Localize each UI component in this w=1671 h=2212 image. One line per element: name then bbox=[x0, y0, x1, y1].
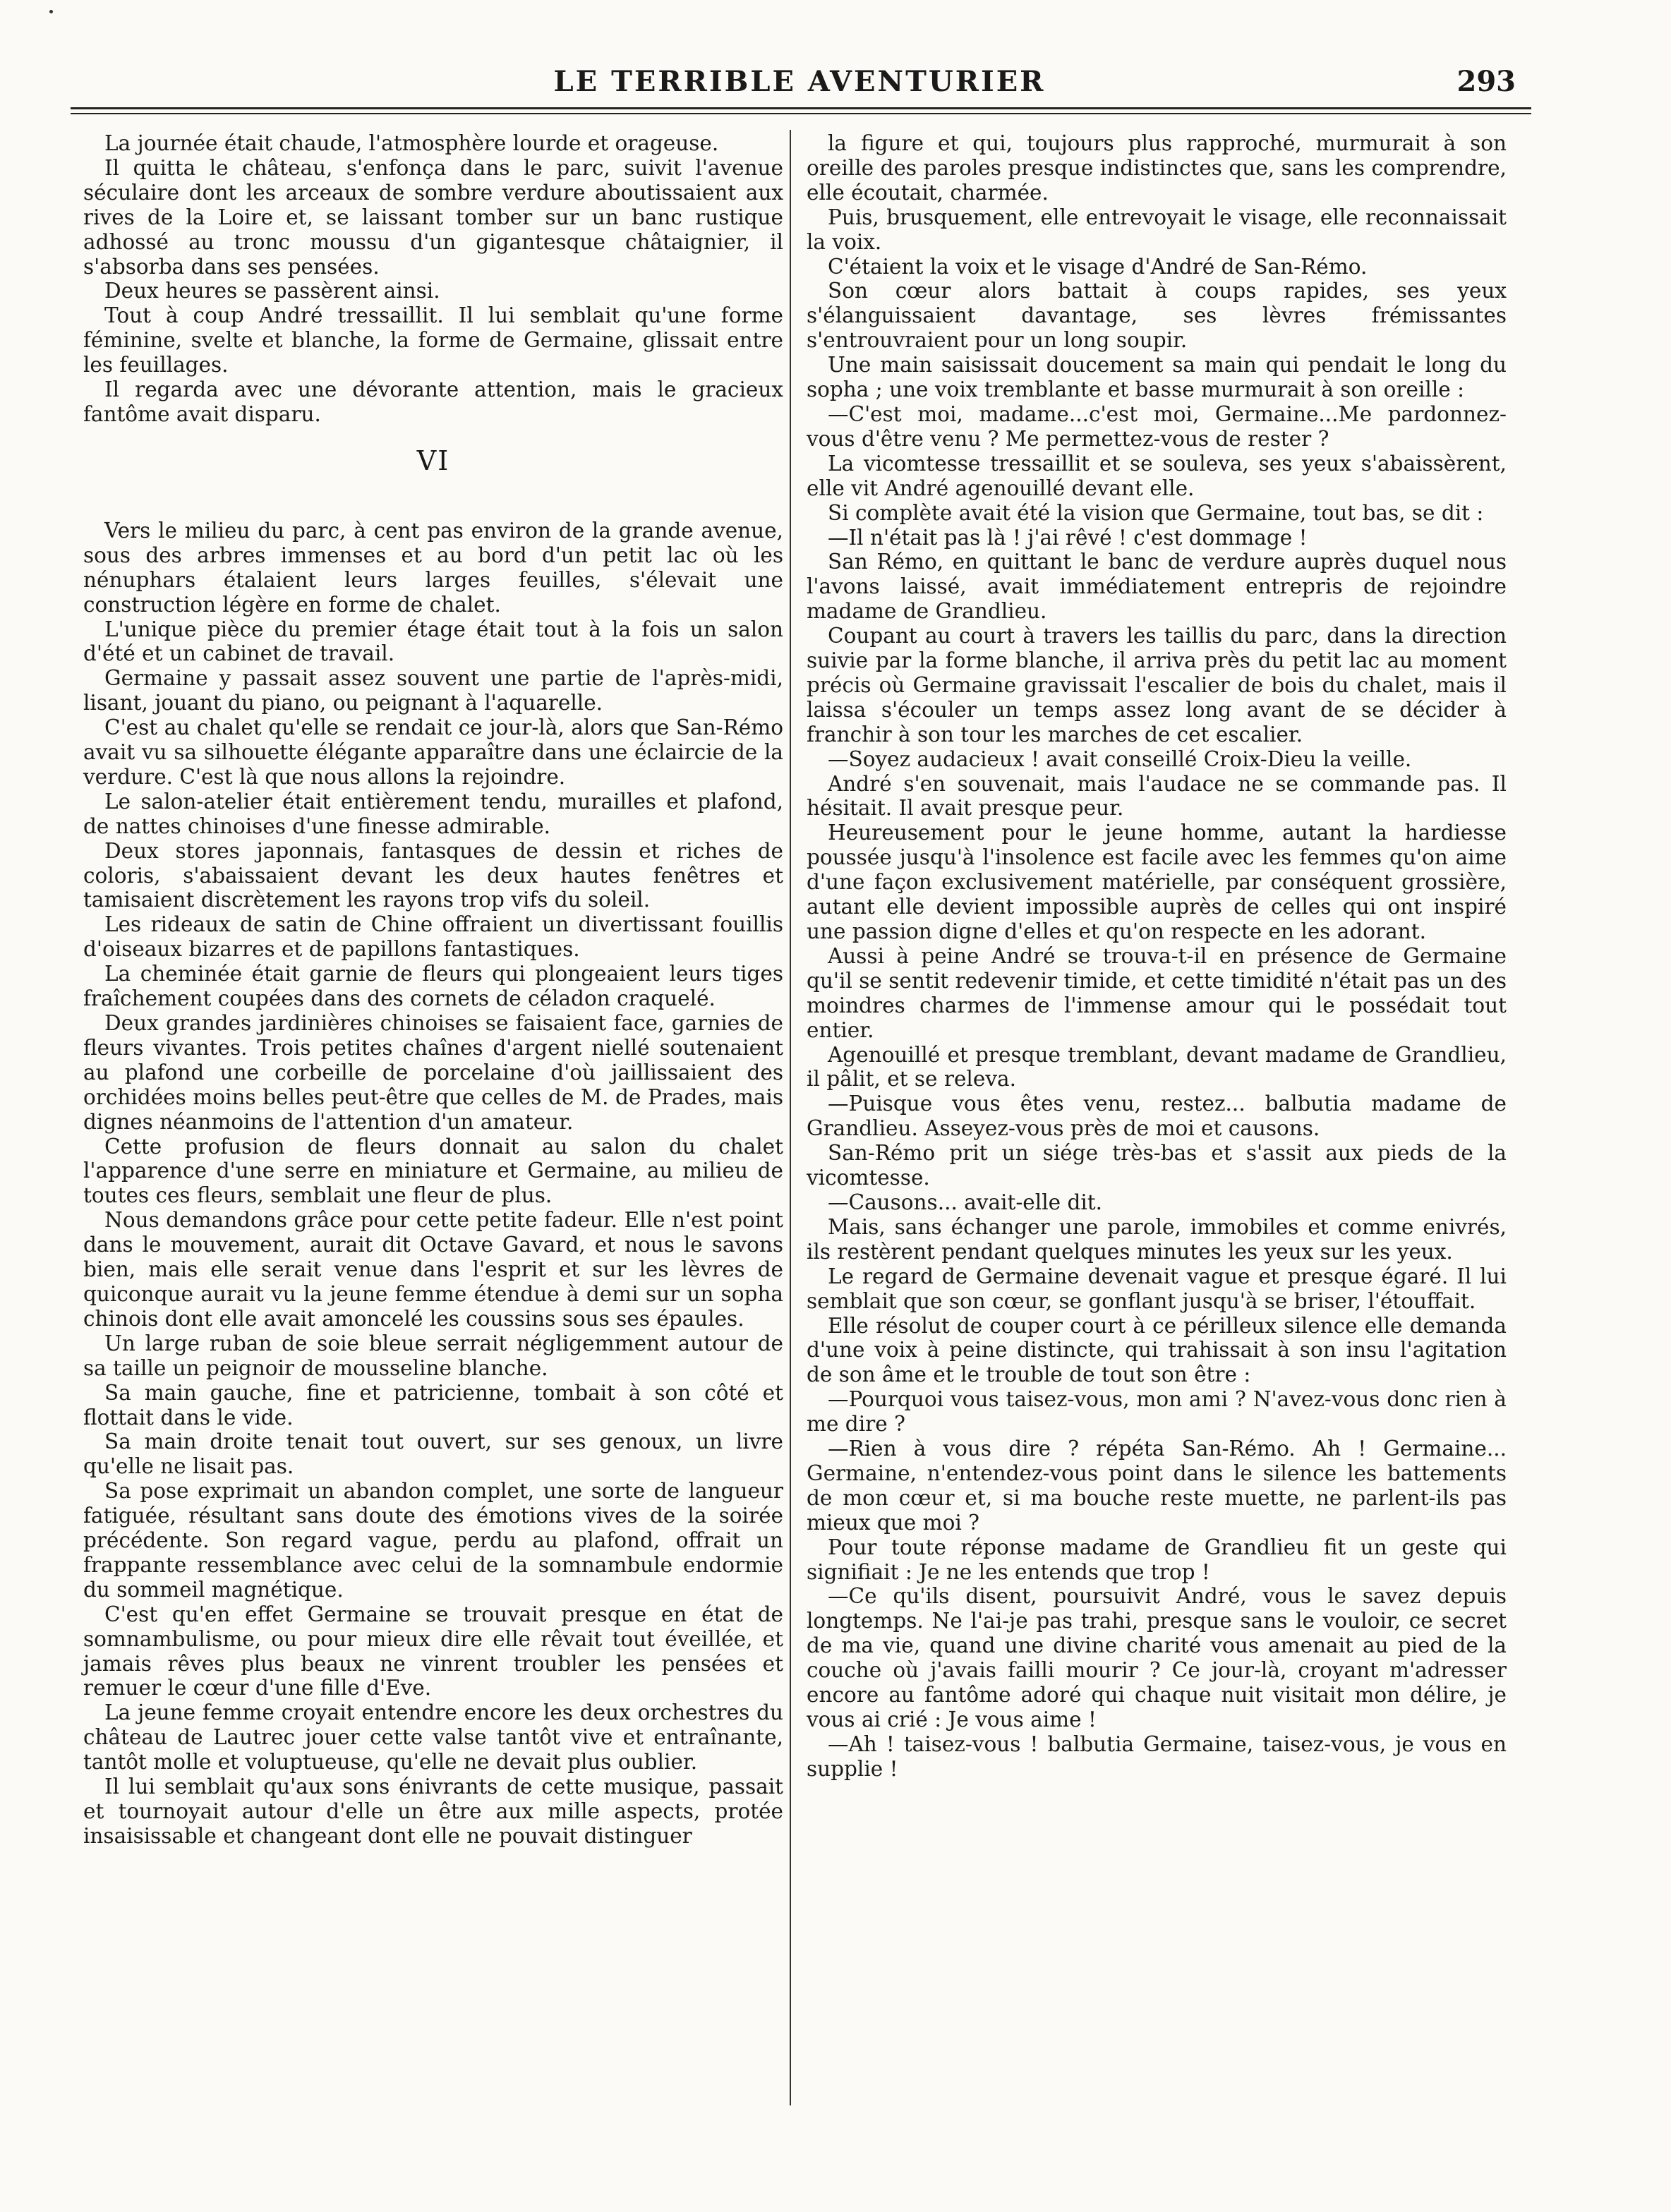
paragraph: Sa pose exprimait un abandon complet, une sorte de langueur fatiguée, résultant sans doute des émotions vives de la soirée précédente. Son regard vague, perdu au plafond, offrait un frappante ressemblance avec celui de la somnambule endormie du sommeil magnétique. bbox=[83, 1479, 783, 1602]
paragraph: —Ce qu'ils disent, poursuivit André, vous le savez depuis longtemps. Ne l'ai-je pas trahi, presque sans le vouloir, ce secret de ma vie, quand une divine charité vous amenait au pied de la couche où j'avais failli mourir ? Ce jour-là, croyant m'adresser encore au fantôme adoré qui chaque nuit visitait mon délire, je vous ai crié : Je vous aime ! bbox=[807, 1584, 1507, 1731]
paragraph: La vicomtesse tressaillit et se souleva, ses yeux s'abaissèrent, elle vit André agenouillé devant elle. bbox=[807, 451, 1507, 500]
paragraph: C'est qu'en effet Germaine se trouvait presque en état de somnambulisme, ou pour mieux dire elle rêvait tout éveillée, et jamais rêves plus beaux ne vinrent troubler les pensées et remuer le cœur d'une fille d'Eve. bbox=[83, 1602, 783, 1700]
paragraph: Une main saisissait doucement sa main qui pendait le long du sopha ; une voix tremblante et basse murmurait à son oreille : bbox=[807, 353, 1507, 402]
running-title: LE TERRIBLE AVENTURIER bbox=[553, 65, 1046, 98]
page-number: 293 bbox=[1456, 65, 1516, 98]
paragraph: —Rien à vous dire ? répéta San-Rémo. Ah ! Germaine... Germaine, n'entendez-vous point dans le silence les battements de mon cœur et, si ma bouche reste muette, ne parlent-ils pas mieux que moi ? bbox=[807, 1437, 1507, 1535]
paragraph: Deux heures se passèrent ainsi. bbox=[104, 279, 440, 303]
section-heading: VI bbox=[416, 445, 450, 476]
paragraph: —Soyez audacieux ! avait conseillé Croix-Dieu la veille. bbox=[828, 747, 1412, 771]
paragraph: —Puisque vous êtes venu, restez... balbutia madame de Grandlieu. Asseyez-vous près de moi et causons. bbox=[807, 1092, 1507, 1141]
paragraph: la figure et qui, toujours plus rapproché, murmurait à son oreille des paroles presque indistinctes que, sans les comprendre, elle écoutait, charmée. bbox=[807, 131, 1507, 205]
paragraph: San Rémo, en quittant le banc de verdure auprès duquel nous l'avons laissé, avait immédiatement entrepris de rejoindre madame de Grandlieu. bbox=[807, 550, 1507, 624]
paragraph: Pour toute réponse madame de Grandlieu fit un geste qui signifiait : Je ne les entends que trop ! bbox=[807, 1535, 1507, 1584]
paragraph: Agenouillé et presque tremblant, devant madame de Grandlieu, il pâlit, et se releva. bbox=[807, 1042, 1507, 1092]
paragraph: San-Rémo prit un siége très-bas et s'assit aux pieds de la vicomtesse. bbox=[807, 1141, 1507, 1190]
paragraph: —Ah ! taisez-vous ! balbutia Germaine, taisez-vous, je vous en supplie ! bbox=[807, 1731, 1507, 1781]
page-header bbox=[76, 61, 1523, 110]
paragraph: Son cœur alors battait à coups rapides, ses yeux s'élanguissaient davantage, ses lèvres frémissantes s'entrouvraient pour un long soupir. bbox=[807, 279, 1507, 353]
paragraph: Mais, sans échanger une parole, immobiles et comme enivrés, ils restèrent pendant quelques minutes les yeux sur les yeux. bbox=[807, 1214, 1507, 1264]
paragraph: Si complète avait été la vision que Germaine, tout bas, se dit : bbox=[828, 500, 1484, 525]
paragraph: Les rideaux de satin de Chine offraient un divertissant fouillis d'oiseaux bizarres et de papillons fantastiques. bbox=[83, 912, 783, 962]
column-divider bbox=[790, 130, 791, 2105]
paragraph: Sa main gauche, fine et patricienne, tombait à son côté et flottait dans le vide. bbox=[83, 1380, 783, 1430]
paragraph: C'est au chalet qu'elle se rendait ce jour-là, alors que San-Rémo avait vu sa silhouette élégante apparaître dans une éclaircie de la verdure. C'est là que nous allons la rejoindre. bbox=[83, 715, 783, 789]
paragraph: André s'en souvenait, mais l'audace ne se commande pas. Il hésitait. Il avait presque peur. bbox=[807, 771, 1507, 821]
paragraph: Aussi à peine André se trouva-t-il en présence de Germaine qu'il se sentit redevenir timide, et cette timidité n'était pas un des moindres charmes de l'immense amour qui le possédait tout entier. bbox=[807, 943, 1507, 1042]
paragraph: Il quitta le château, s'enfonça dans le parc, suivit l'avenue séculaire dont les arceaux de sombre verdure aboutissaient aux rives de la Loire et, se laissant tomber sur un banc rustique adhossé au tronc moussu d'un gigantesque châtaignier, il s'absorba dans ses pensées. bbox=[83, 155, 783, 279]
paragraph: Heureusement pour le jeune homme, autant la hardiesse poussée jusqu'à l'insolence est facile avec les femmes qu'on aime d'une façon exclusivement matérielle, par conséquent grossière, autant elle devient impossible auprès de celles qui ont inspiré une passion digne d'elles et qu'on respecte en les adorant. bbox=[807, 821, 1507, 943]
paragraph: Tout à coup André tressaillit. Il lui semblait qu'une forme féminine, svelte et blanche, la forme de Germaine, glissait entre les feuillages. bbox=[83, 303, 783, 377]
right-column bbox=[807, 131, 1507, 1782]
paragraph: La jeune femme croyait entendre encore les deux orchestres du château de Lautrec jouer cette valse tantôt vive et entraînante, tantôt molle et voluptueuse, qu'elle ne devait plus oublier. bbox=[83, 1700, 783, 1775]
paragraph: —C'est moi, madame...c'est moi, Germaine...Me pardonnez-vous d'être venu ? Me permettez-vous de rester ? bbox=[807, 401, 1507, 451]
paragraph: Cette profusion de fleurs donnait au salon du chalet l'apparence d'une serre en miniature et Germaine, au milieu de toutes ces fleurs, semblait une fleur de plus. bbox=[83, 1134, 783, 1208]
paragraph: Elle résolut de couper court à ce périlleux silence elle demanda d'une voix à peine distincte, qui trahissait à son insu l'agitation de son âme et le trouble de tout son être : bbox=[807, 1313, 1507, 1387]
paragraph: —Causons... avait-elle dit. bbox=[828, 1190, 1103, 1214]
left-paragraphs-before bbox=[83, 131, 783, 427]
paragraph: Le salon-atelier était entièrement tendu, murailles et plafond, de nattes chinoises d'une finesse admirable. bbox=[83, 789, 783, 838]
paragraph: Coupant au court à travers les taillis du parc, dans la direction suivie par la forme blanche, il arriva près du petit lac au moment précis où Germaine gravissait l'escalier de bois du chalet, mais il laissa s'écouler un temps assez long avant de se décider à franchir à son tour les marches de cet escalier. bbox=[807, 624, 1507, 747]
paragraph: Sa main droite tenait tout ouvert, sur ses genoux, un livre qu'elle ne lisait pas. bbox=[83, 1430, 783, 1479]
paragraph: Le regard de Germaine devenait vague et presque égaré. Il lui semblait que son cœur, se gonflant jusqu'à se briser, l'étouffait. bbox=[807, 1264, 1507, 1313]
paragraph: Deux stores japonnais, fantasques de dessin et riches de coloris, s'abaissaient devant les deux hautes fenêtres et tamisaient discrètement les rayons trop vifs du soleil. bbox=[83, 838, 783, 912]
paragraph: —Il n'était pas là ! j'ai rêvé ! c'est dommage ! bbox=[828, 525, 1308, 550]
paragraph: C'étaient la voix et le visage d'André de San-Rémo. bbox=[828, 254, 1368, 279]
left-column bbox=[83, 131, 783, 1849]
paragraph: La cheminée était garnie de fleurs qui plongeaient leurs tiges fraîchement coupées dans des cornets de céladon craquelé. bbox=[83, 962, 783, 1011]
paragraph: Il lui semblait qu'aux sons énivrants de cette musique, passait et tournoyait autour d'elle un être aux mille aspects, protée insaisissable et changeant dont elle ne pouvait distinguer bbox=[83, 1775, 783, 1848]
paragraph: —Pourquoi vous taisez-vous, mon ami ? N'avez-vous donc rien à me dire ? bbox=[807, 1387, 1507, 1437]
paragraph: La journée était chaude, l'atmosphère lourde et orageuse. bbox=[104, 131, 719, 155]
paragraph: Deux grandes jardinières chinoises se faisaient face, garnies de fleurs vivantes. Trois petites chaînes d'argent niellé soutenaient au plafond une corbeille de porcelaine d'où jaillissaient des orchidées moins belles peut-être que celles de M. de Prades, mais dignes néanmoins de l'attention d'un amateur. bbox=[83, 1011, 783, 1134]
header-rule-thin bbox=[71, 113, 1531, 114]
left-paragraphs-after bbox=[83, 519, 783, 1849]
paragraph: Puis, brusquement, elle entrevoyait le visage, elle reconnaissait la voix. bbox=[807, 205, 1507, 254]
header-rule-thick bbox=[71, 107, 1531, 109]
paragraph: L'unique pièce du premier étage était tout à la fois un salon d'été et un cabinet de travail. bbox=[83, 617, 783, 666]
print-speck bbox=[49, 10, 53, 13]
paragraph: Vers le milieu du parc, à cent pas environ de la grande avenue, sous des arbres immenses et au bord d'un petit lac où les nénuphars étalaient leurs larges feuilles, s'élevait une construction légère en forme de chalet. bbox=[83, 518, 783, 617]
paragraph: Nous demandons grâce pour cette petite fadeur. Elle n'est point dans le mouvement, aurait dit Octave Gavard, et nous le savons bien, mais elle serait venue dans l'esprit et sur les lèvres de quiconque aurait vu la jeune femme étendue à demi sur un sopha chinois dont elle avait amoncelé les coussins sous ses épaules. bbox=[83, 1208, 783, 1331]
paragraph: Il regarda avec une dévorante attention, mais le gracieux fantôme avait disparu. bbox=[83, 377, 783, 426]
paragraph: Germaine y passait assez souvent une partie de l'après-midi, lisant, jouant du piano, ou peignant à l'aquarelle. bbox=[83, 666, 783, 715]
right-paragraphs bbox=[807, 131, 1507, 1782]
paragraph: Un large ruban de soie bleue serrait négligemment autour de sa taille un peignoir de mousseline blanche. bbox=[83, 1331, 783, 1380]
